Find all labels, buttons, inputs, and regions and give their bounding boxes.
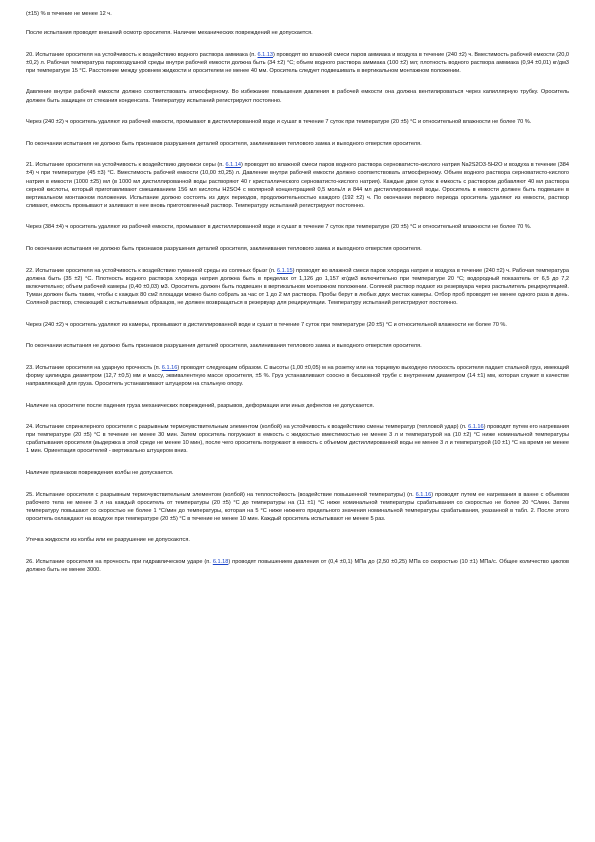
paragraph: Через (240 ±2) ч ороситель удаляют из рабочей емкости, промывают в дистиллированной воде и сушат в течение 7 суток при температуре (20 ±5) °С и относительной влажности не более 70 %.	[26, 119, 532, 126]
paragraph-item-25: 25. Испытание оросителя с разрывным термочувствительным элементом (колбой) на теплостойкость (воздействие повышенной температуры) (п. 6.1.16) проводят путем ее нагревания в ванне с объемом рабочего тела не менее 3 л на каждый ороситель от температуры (20 ±5) °С до температуры на (11 ±1) °С ниже номинальной температуры срабатывания со скоростью не более 20 °С/мин. Затем температуру повышают со скоростью не более 1 °С/мин до температуры, которая на 5 °С ниже нижнего предельного значения номинальной температуры срабатывания, указанной в табл. 2. После этого ороситель охлаждают на воздухе при температуре (20 ±5) °С в течение не менее 10 мин. Каждый ороситель испытывают не менее 5 раз.	[26, 491, 569, 522]
paragraph: Наличие признаков повреждения колбы не допускается.	[26, 470, 174, 476]
paragraph-item-20: 20. Испытание оросителя на устойчивость к воздействию водного раствора аммиака (п. 6.1.13) проводят во влажной смеси паров аммиака и воздуха в течение (240 ±2) ч. Вместимость рабочей емкости (20,0 ±0,2) л. Рабочая температура паровоздушной среды внутри рабочей емкости должна быть (34 ±2) °С; объем водного раствора аммиака (100 ±2) мл; плотность водного раствора аммиака (0,94 ±0,01) кг/дм3 при температуре 15 °С. Расстояние между уровнем жидкости и оросителем не менее 40 мм. Ороситель следует подвешивать в вертикальном монтажном положении.	[26, 51, 569, 74]
section-link[interactable]: 6.1.18	[212, 559, 229, 566]
paragraph: Через (384 ±4) ч ороситель удаляют из рабочей емкости, промывают в дистиллированной воде и сушат в течение 7 суток при температуре (20 ±5) °С и относительной влажности не более 70 %.	[26, 224, 532, 231]
paragraph-item-26: 26. Испытание оросителя на прочность при гидравлическом ударе (п. 6.1.18) проводят повышением давления от (0,4 ±0,1) МПа до (2,50 ±0,25) МПа со скоростью (10 ±1) МПа/с. Общее количество циклов должно быть не менее 3000.	[26, 559, 569, 574]
section-link[interactable]: 6.1.14	[225, 162, 242, 169]
section-link[interactable]: 6.1.15	[277, 267, 293, 274]
paragraph-item-22: 22. Испытание оросителя на устойчивость к воздействию туманной среды из соляных брызг (п. 6.1.15) проводят во влажной смеси паров хлорида натрия и воздуха в течение (240 ±2) ч. Рабочая температура должна быть (35 ±2) °С. Плотность водного раствора хлорида натрия должна быть в пределах от 1,126 до 1,157 кг/дм3 включительно при температуре 20 °С; водородный показатель от 6,5 до 7,2 включительно; объем рабочей камеры (0,40 ±0,03) м3. Ороситель должен быть подвешен в вертикальном монтажном положении. Соляной раствор подают из резервуара через распылитель рециркуляцией. Туман должен быть таким, чтобы с каждых 80 см2 площади можно было собрать за час от 1 до 2 мл раствора. Пробы берут в любых двух местах камеры. Отбор проб проводят не менее одного раза в день. Соляной раствор, стекающий с испытываемых образцов, не должен возвращаться в резервуар для рециркуляции. Температуру испытаний регистрируют постоянно.	[26, 267, 569, 306]
paragraph-item-21: 21. Испытание оросителя на устойчивость к воздействию двуокиси серы (п. 6.1.14) проводят во влажной смеси паров водного раствора серноватисто-кислого натрия Na2S2O3·5H2O и воздуха в течение (384 ±4) ч при температуре (45 ±3) °С. Вместимость рабочей емкости (10,00 ±0,25) л. Давление внутри рабочей емкости должно соответствовать атмосферному. Объем водного раствора серноватисто-кислого натрия в емкости (1000 ±25) мл (в 1000 мл дистиллированной воды растворяют 40 г кристаллического серноватисто-кислого натрия). Каждые двое суток в емкость с раствором добавляют 40 мл раствора серной кислоты, который приготавливают смешиванием 156 мл кислоты H2SO4 с молярной концентрацией 0,5 моль/л и 844 мл дистиллированной воды. Ороситель в емкости должен быть подвешен в вертикальном монтажном положении. Испытание должно состоять из двух периодов, продолжительностью каждого (192 ±2) ч. По окончании первого периода ороситель удаляют из емкости, раствор сливают, емкость промывают и заливают в нее вновь приготовленный раствор. Температуру испытаний регистрируют постоянно.	[26, 162, 569, 209]
paragraph: Давление внутри рабочей емкости должно соответствовать атмосферному. Во избежание повышения давления в рабочей емкости она должна вентилироваться через капиллярную трубку. Ороситель должен быть защищен от стекания конденсата. Температуру испытаний регистрируют постоянно.	[26, 89, 569, 104]
paragraph: По окончании испытания не должно быть признаков разрушения деталей оросителя, заклинивания теплового замка и выходного отверстия оросителя.	[26, 140, 422, 147]
paragraph: Наличие на оросителе после падения груза механических повреждений, разрывов, деформации или иных дефектов не допускается.	[26, 402, 375, 409]
paragraph-item-24: 24. Испытание спринклерного оросителя с разрывным термочувствительным элементом (колбой) на устойчивость к воздействию смены температур (тепловой удар) (п. 6.1.16) проводят путем его нагревания при температуре (20 ±5) °С в течение не менее 30 мин. Затем ороситель погружают в емкость с жидкостью вместимостью не менее 3 л и температурой на (10 ±2) °С ниже номинальной температуры срабатывания оросителя (выдержка в этой среде не менее 10 мин), после чего ороситель погружают в емкость с объемом дистиллированной воды не менее 3 л и температурой (10 ±1) °С на время не менее 1 мин. Ориентация оросителей - вертикально штуцером вниз.	[26, 424, 569, 455]
paragraph-item-23: 23. Испытание оросителя на ударную прочность (п. 6.1.16) проводят следующим образом. С высоты (1,00 ±0,05) м на розетку или на торцевую выходную плоскость оросителя падает стальной груз, имеющий форму цилиндра диаметром (12,7 ±0,5) мм и массу, эквивалентную массе оросителя, ±5 %. Груз устанавливают соосно в бесшовной трубе с внутренним диаметром (14 ±1) мм, которая служит в качестве направляющей для груза. Ороситель устанавливают штуцером на стальную опору.	[26, 364, 569, 387]
section-link[interactable]: 6.1.16	[415, 491, 432, 498]
paragraph: Через (240 ±2) ч ороситель удаляют из камеры, промывают в дистиллированной воде и сушат в течение 7 суток при температуре (20 ±5) °С и относительной влажности не более 70 %.	[26, 321, 507, 328]
paragraph: Утечка жидкости из колбы или ее разрушение не допускаются.	[26, 537, 190, 544]
paragraph: По окончании испытания не должно быть признаков разрушения деталей оросителя, заклинивания теплового замка и выходного отверстия оросителя.	[26, 343, 422, 350]
paragraph: После испытания проводят внешний осмотр ороситепя. Наличие механических повреждений не допускается.	[26, 30, 313, 37]
section-link[interactable]: 6.1.16	[468, 424, 484, 431]
section-link[interactable]: 6.1.16	[161, 364, 178, 371]
section-link[interactable]: 6.1.13	[257, 51, 274, 58]
paragraph: По окончании испытания не должно быть признаков разрушения деталей оросителя, заклинивания теплового замка и выходного отверстия оросителя.	[26, 246, 422, 252]
paragraph: (±15) % в течение не менее 12 ч.	[26, 11, 112, 17]
